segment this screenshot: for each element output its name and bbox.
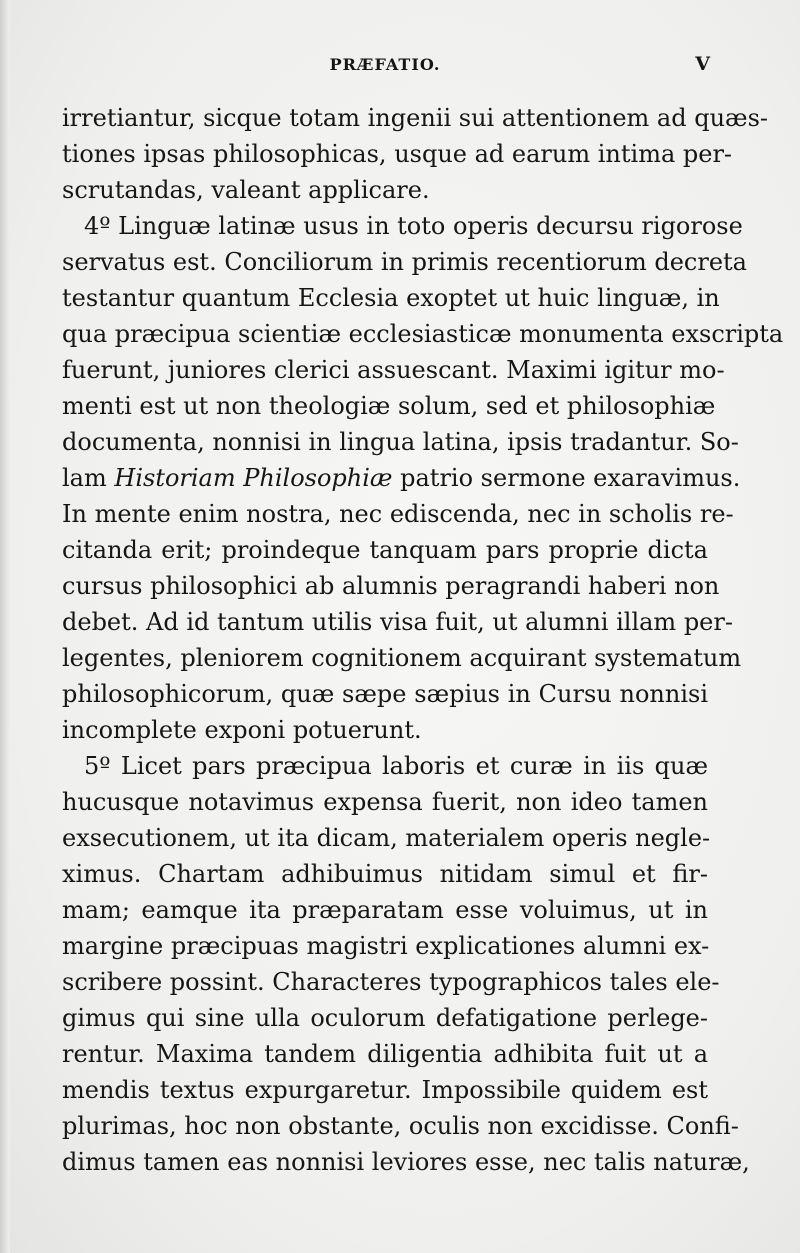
text-line: rentur. Maxima tandem diligentia adhibita fuit ut a	[62, 1040, 708, 1068]
text-line: mendis textus expurgaretur. Impossibile quidem est	[62, 1076, 708, 1104]
italic-book-title: Historiam Philosophiæ	[114, 464, 393, 492]
text-line: scrutandas, valeant applicare.	[62, 176, 430, 204]
running-title: PRÆFATIO.	[329, 55, 441, 74]
text-line: irretiantur, sicque totam ingenii sui attentionem ad quæs-	[62, 104, 769, 132]
text-line: philosophicorum, quæ sæpe sæpius in Cursu nonnisi	[62, 680, 708, 708]
text-line: dimus tamen eas nonnisi leviores esse, nec talis naturæ,	[62, 1148, 750, 1176]
text-line: plurimas, hoc non obstante, oculis non excidisse. Confi-	[62, 1112, 739, 1140]
text-line: debet. Ad id tantum utilis visa fuit, ut alumni illam per-	[62, 608, 733, 636]
text-line: testantur quantum Ecclesia exoptet ut huic linguæ, in	[62, 284, 720, 312]
text-line: citanda erit; proindeque tanquam pars proprie dicta	[62, 536, 708, 564]
text-line: documenta, nonnisi in lingua latina, ipsis tradantur. So-	[62, 428, 739, 456]
text-line: fuerunt, juniores clerici assuescant. Maximi igitur mo-	[62, 356, 725, 384]
text-line: incomplete exponi potuerunt.	[62, 716, 422, 744]
text-line: menti est ut non theologiæ solum, sed et philosophiæ	[62, 392, 716, 420]
text-line: gimus qui sine ulla oculorum defatigatione perlege-	[62, 1004, 708, 1032]
text-fragment: lam	[62, 464, 107, 492]
paragraph-5-first-line: 5º Licet pars præcipua laboris et curæ in iis quæ	[84, 752, 708, 780]
text-line: servatus est. Conciliorum in primis recentiorum decreta	[62, 248, 747, 276]
page-spine-shadow	[0, 0, 10, 1253]
paragraph-4-first-line: 4º Linguæ latinæ usus in toto operis decursu rigorose	[84, 212, 743, 240]
text-line: margine præcipuas magistri explicationes alumni ex-	[62, 932, 710, 960]
text-line: tiones ipsas philosophicas, usque ad earum intima per-	[62, 140, 733, 168]
text-line: exsecutionem, ut ita dicam, materialem operis negle-	[62, 824, 711, 852]
text-line: In mente enim nostra, nec ediscenda, nec in scholis re-	[62, 500, 734, 528]
text-line: hucusque notavimus expensa fuerit, non ideo tamen	[62, 788, 708, 816]
text-line: cursus philosophici ab alumnis peragrandi haberi non	[62, 572, 720, 600]
text-line-with-italic-title	[62, 463, 741, 493]
text-line: mam; eamque ita præparatam esse voluimus, ut in	[62, 896, 708, 924]
page-header	[60, 55, 710, 85]
page-number: V	[695, 53, 710, 75]
text-line: scribere possint. Characteres typographicos tales ele-	[62, 968, 720, 996]
text-line: legentes, pleniorem cognitionem acquirant systematum	[62, 644, 742, 672]
text-line: qua præcipua scientiæ ecclesiasticæ monumenta exscripta	[62, 320, 784, 348]
text-fragment: patrio sermone exaravimus.	[400, 464, 741, 492]
text-line: ximus. Chartam adhibuimus nitidam simul et fir-	[62, 860, 708, 888]
